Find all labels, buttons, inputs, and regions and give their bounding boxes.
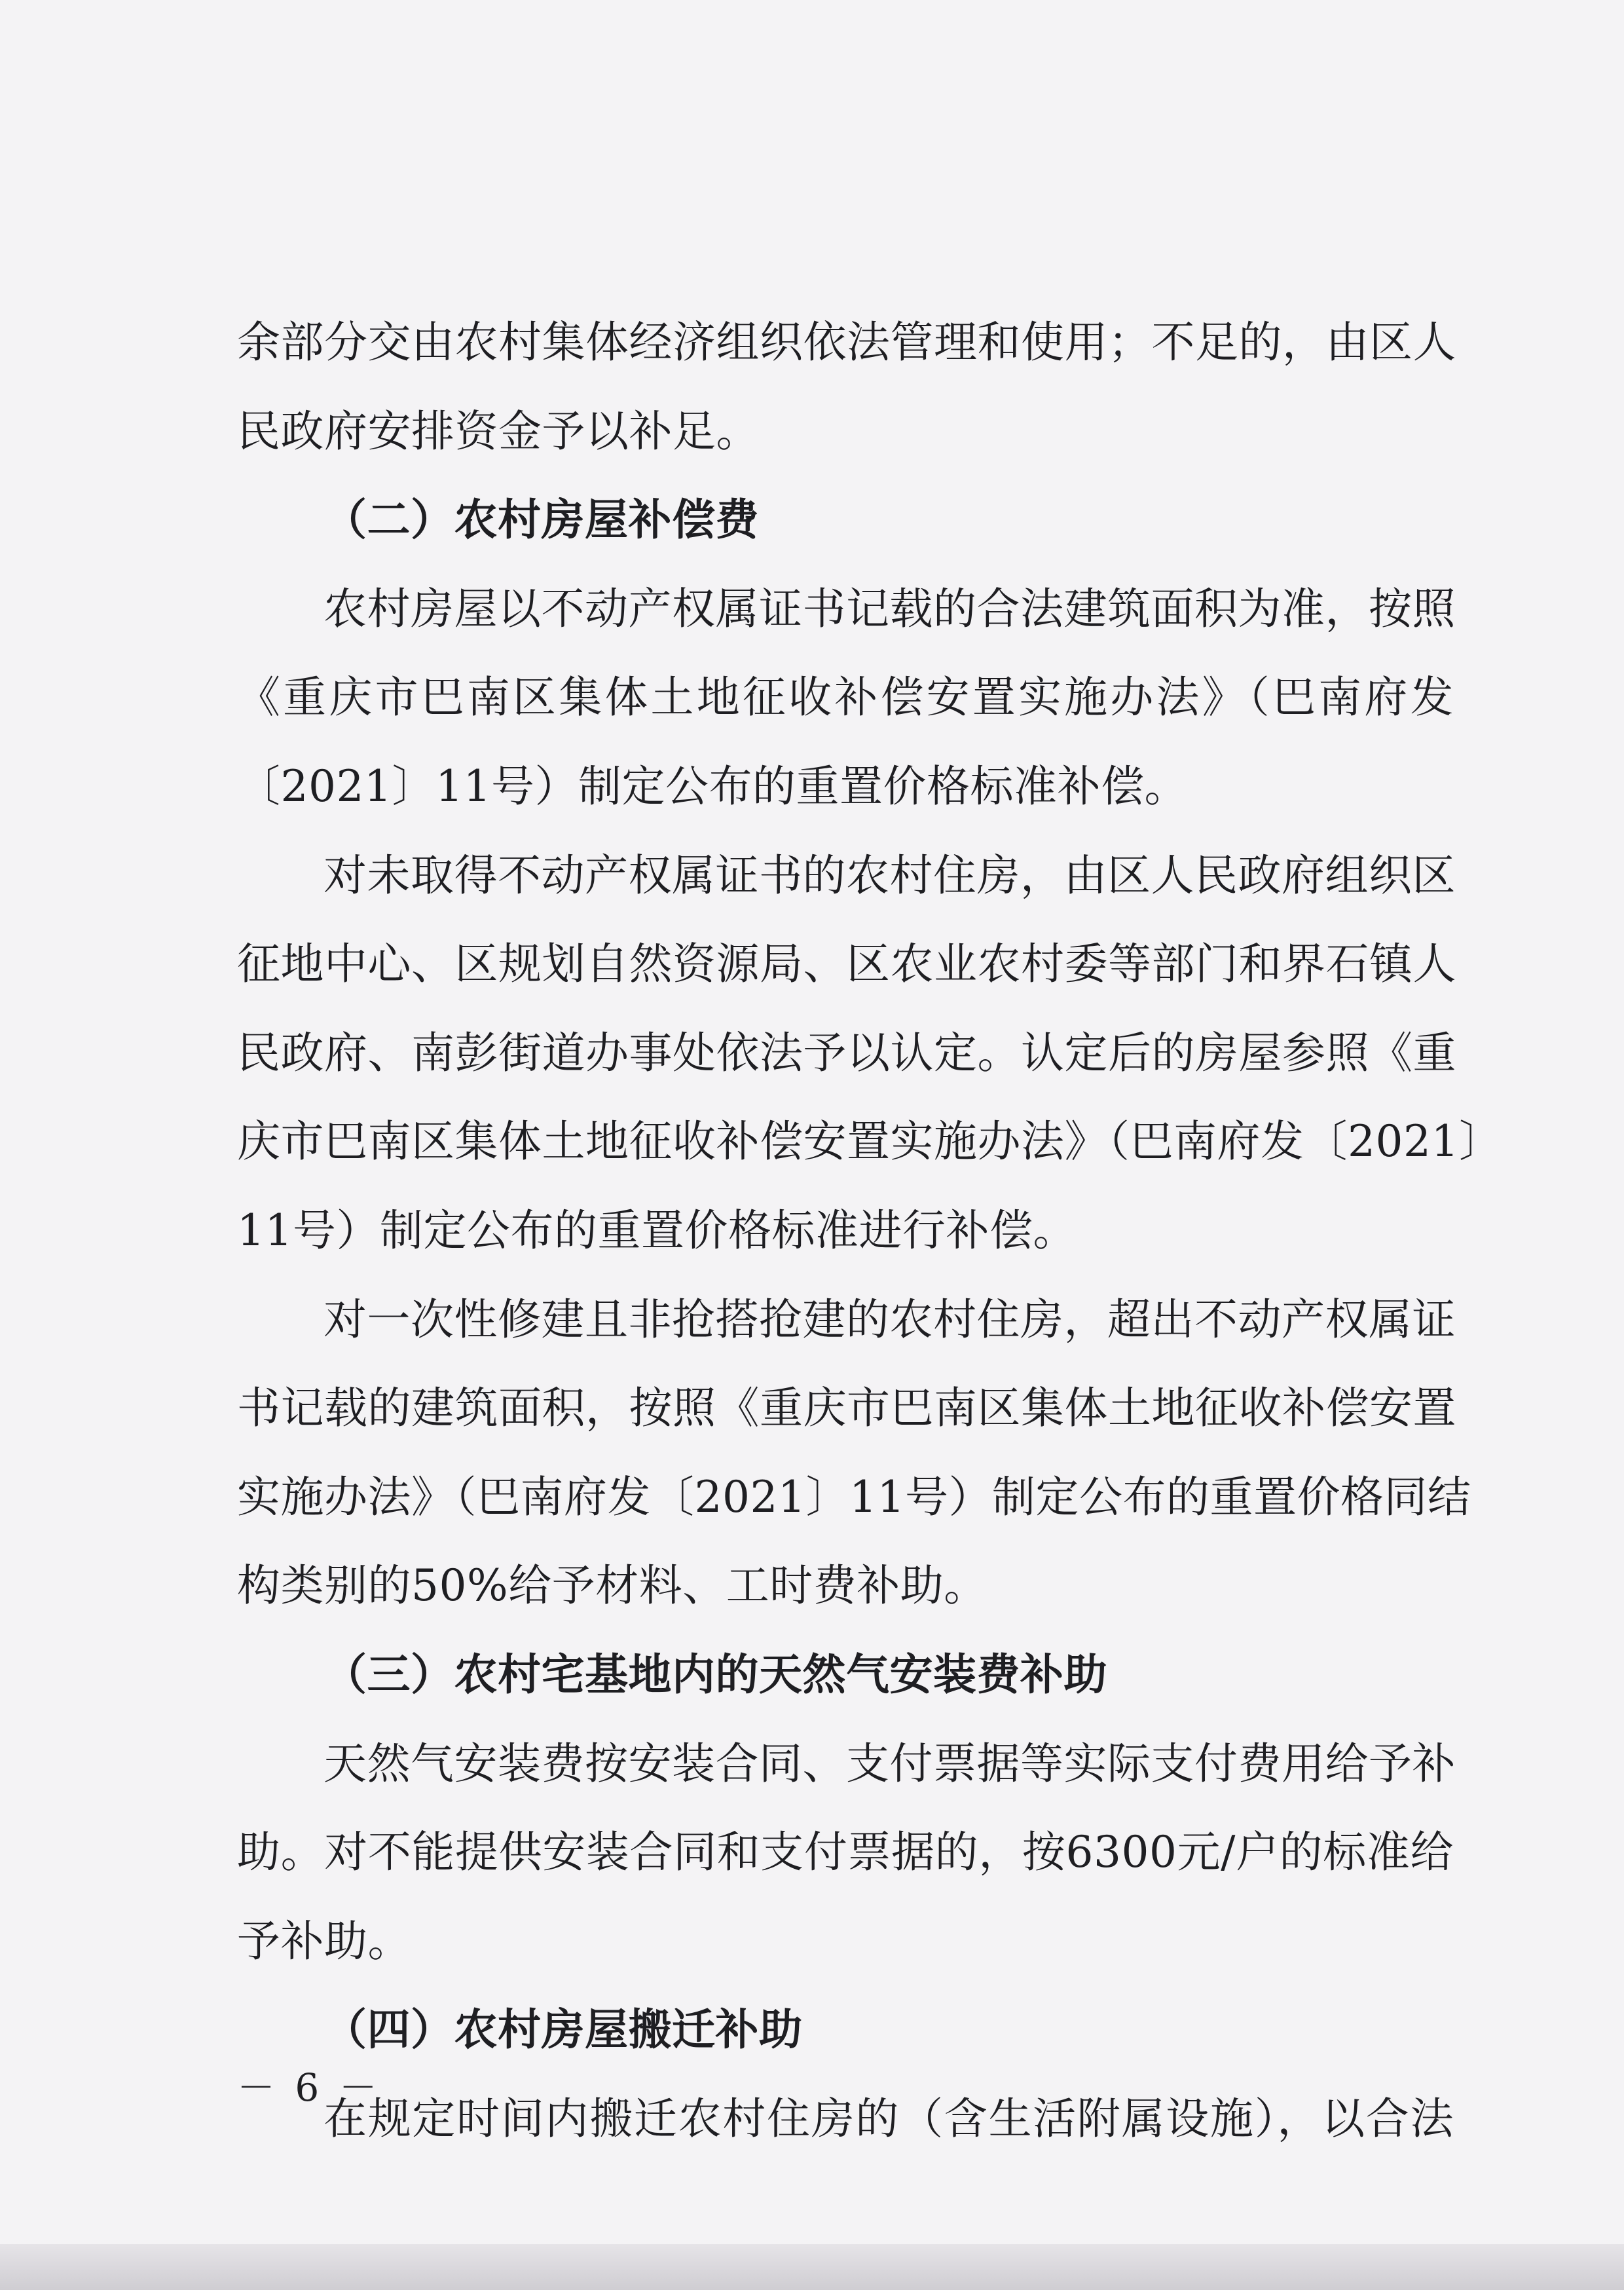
section-heading: （三）农村宅基地内的天然气安装费补助 (323, 1649, 1107, 1700)
page-number: － 6 － (237, 2065, 381, 2110)
text-line: 《重庆市巴南区集体土地征收补偿安置实施办法》（巴南府发 (237, 672, 1454, 723)
body-text (237, 298, 1503, 2163)
text-line: 构类别的50%给予材料、工时费补助。 (237, 1560, 987, 1611)
text-line: 〔2021〕11号）制定公布的重置价格标准补偿。 (237, 760, 1188, 812)
text-line: 农村房屋以不动产权属证书记载的合法建筑面积为准，按照 (323, 583, 1456, 634)
text-line: 11号）制定公布的重置价格标准进行补偿。 (237, 1205, 1077, 1256)
text-line: 民政府安排资金予以补足。 (237, 405, 760, 457)
text-line: 征地中心、区规划自然资源局、区农业农村委等部门和界石镇人 (237, 939, 1456, 990)
text-line: 余部分交由农村集体经济组织依法管理和使用；不足的，由区人 (237, 317, 1456, 367)
text-line: 民政府、南彭街道办事处依法予以认定。认定后的房屋参照《重 (237, 1027, 1456, 1078)
scan-edge (0, 2244, 1624, 2290)
text-line: 对未取得不动产权属证书的农村住房，由区人民政府组织区 (323, 850, 1456, 901)
section-heading: （二）农村房屋补偿费 (323, 495, 759, 546)
text-line: 天然气安装费按安装合同、支付票据等实际支付费用给予补 (323, 1738, 1456, 1789)
text-line: 予补助。 (237, 1915, 411, 1966)
text-line: 在规定时间内搬迁农村住房的（含生活附属设施），以合法 (323, 2093, 1454, 2144)
text-line: 对一次性修建且非抢搭抢建的农村住房，超出不动产权属证 (323, 1294, 1456, 1345)
text-line: 书记载的建筑面积，按照《重庆市巴南区集体土地征收补偿安置 (237, 1383, 1456, 1434)
text-line: 助。对不能提供安装合同和支付票据的，按6300元/户的标准给 (237, 1827, 1454, 1878)
text-line: 实施办法》（巴南府发〔2021〕11号）制定公布的重置价格同结 (237, 1471, 1471, 1522)
section-heading: （四）农村房屋搬迁补助 (323, 2004, 803, 2055)
text-line: 庆市巴南区集体土地征收补偿安置实施办法》（巴南府发〔2021〕 (237, 1116, 1503, 1167)
